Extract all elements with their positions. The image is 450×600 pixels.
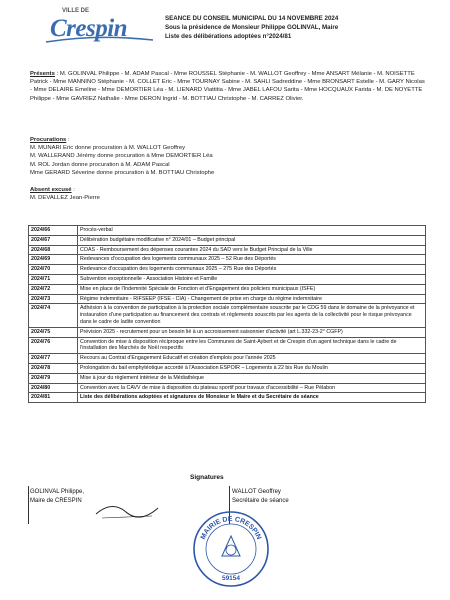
procurations-heading: Procurations bbox=[30, 137, 67, 143]
deliberation-title: Adhésion à la convention de participation à la protection sociale complémentaire souscrite par le CDG 59 dans le domaine de la prévoyance et instauration d'une participation au financement des contrats et règlements souscrits par les agents de la collectivité pour le risque prévoyance dans le cadre de ladite convention bbox=[78, 304, 426, 327]
deliberation-number: 2024/76 bbox=[29, 337, 78, 354]
presents-section: Présents : M. GOLINVAL Philippe - M. ADAM Pascal - Mme ROUSSEL Stéphanie - M. WALLOT Geoffrey - Mme ANSART Mélanie - M. NOISETTE Patrick - Mme MANNINO Stéphanie - M. COLLET Eric - Mme TOURNAY Sabine - M. SAHLI Sadreddine - Mme BRONSART Estelle - M. GARY Nicolas - Mme DELAIRE Emeline - Mme DEMORTIER Léa - M. LIENARD Viattitia - Mme JABEL LAFOU Sarita - Mme HOCQUAUX Farida - M. DE NOYETTE Philippe - Mme GAVRIEZ Nathalie - Mme DERON Ingrid - M. BOTTIAU Christophe - M. CARREZ Olivier. bbox=[30, 71, 425, 102]
deliberation-number: 2024/80 bbox=[29, 383, 78, 393]
table-row bbox=[29, 245, 426, 255]
secretary-name: WALLOT Geoffrey bbox=[232, 489, 281, 495]
procuration-item: M. MUNARI Eric donne procuration à M. WALLOT Geoffrey bbox=[30, 145, 186, 152]
deliberation-number: 2024/72 bbox=[29, 284, 78, 294]
deliberations-table bbox=[28, 225, 426, 403]
signatures-title: Signatures bbox=[190, 474, 224, 481]
table-row bbox=[29, 274, 426, 284]
document-header bbox=[165, 14, 445, 41]
logo-swoosh bbox=[38, 6, 158, 46]
deliberation-number: 2024/71 bbox=[29, 274, 78, 284]
deliberation-number: 2024/79 bbox=[29, 373, 78, 383]
deliberation-number: 2024/69 bbox=[29, 255, 78, 265]
deliberation-title: Prévision 2025 - recrutement pour un besoin lié à un accroissement saisonnier d'activité (art L.332-23-2° CGFP) bbox=[78, 327, 426, 337]
deliberation-title: Procès-verbal bbox=[78, 226, 426, 236]
deliberation-number: 2024/74 bbox=[29, 304, 78, 327]
deliberation-title: Convention de mise à disposition réciproque entre les Communes de Saint-Aybert et de Crespin d'un agent technique dans le cadre de l'installation des Marchés de Noël respectifs bbox=[78, 337, 426, 354]
deliberation-number: 2024/73 bbox=[29, 294, 78, 304]
deliberation-number: 2024/75 bbox=[29, 327, 78, 337]
deliberation-title: Mise en place de l'Indemnité Spéciale de Fonction et d'Engagement des policiers municipaux (ISFE) bbox=[78, 284, 426, 294]
table-row bbox=[29, 294, 426, 304]
deliberation-title: Régime indemnitaire - RIFSEEP (IFSE - CIA) - Changement de prise en charge du régime indemnitaire bbox=[78, 294, 426, 304]
deliberation-title: Recours au Contrat d'Engagement Educatif et création d'emplois pour l'année 2025 bbox=[78, 354, 426, 364]
session-title: SEANCE DU CONSEIL MUNICIPAL DU 14 NOVEMBRE 2024 bbox=[165, 15, 339, 22]
crespin-logo bbox=[38, 6, 158, 46]
procurations-section: Procurations : M. MUNARI Eric donne procuration à M. WALLOT Geoffrey M. WALLERAND Jérémy donne procuration à Mme DEMORTIER Léa M. ROL Jordan donne procuration à M. ADAM Pascal Mme GERARD Séverine donne procuration à M. BOTTIAU Christophe bbox=[30, 136, 425, 177]
table-row bbox=[29, 226, 426, 236]
session-subtitle: Sous la présidence de Monsieur Philippe GOLINVAL, Maire bbox=[165, 24, 339, 31]
deliberation-title: Délibération budgétaire modificative n° 2024/01 – Budget principal bbox=[78, 235, 426, 245]
logo-name: Crespin bbox=[50, 15, 128, 42]
secretary-signature-block bbox=[232, 488, 289, 505]
deliberation-title: Subvention exceptionnelle - Association Histoire et Famille bbox=[78, 274, 426, 284]
secretary-role: Secrétaire de séance bbox=[232, 497, 289, 504]
table-row bbox=[29, 393, 426, 403]
table-row bbox=[29, 255, 426, 265]
table-row bbox=[29, 265, 426, 275]
mayor-signature-block bbox=[30, 488, 84, 505]
procuration-item: M. ROL Jordan donne procuration à M. ADAM Pascal bbox=[30, 161, 170, 168]
deliberation-number: 2024/70 bbox=[29, 265, 78, 275]
deliberation-number: 2024/66 bbox=[29, 226, 78, 236]
deliberation-number: 2024/68 bbox=[29, 245, 78, 255]
left-signature-divider bbox=[28, 486, 29, 524]
absent-heading: Absent excusé bbox=[30, 187, 72, 193]
deliberation-title: Redevances d'occupation des logements communaux 2025 – 52 Rue des Déportés bbox=[78, 255, 426, 265]
procuration-item: Mme GERARD Séverine donne procuration à M. BOTTIAU Christophe bbox=[30, 169, 215, 176]
table-row bbox=[29, 383, 426, 393]
deliberation-number: 2024/81 bbox=[29, 393, 78, 403]
deliberation-number: 2024/67 bbox=[29, 235, 78, 245]
deliberation-number: 2024/78 bbox=[29, 363, 78, 373]
presents-heading: Présents bbox=[30, 71, 55, 77]
deliberation-title: Mise à jour du règlement intérieur de la Médiathèque bbox=[78, 373, 426, 383]
deliberation-title: Convention avec la CAVV de mise à disposition du plateau sportif pour travaux d'accessibilité – Rue Pélabon bbox=[78, 383, 426, 393]
absent-name: M. DEVALLEZ Jean-Pierre bbox=[30, 195, 100, 202]
stamp-postcode: 59154 bbox=[221, 575, 241, 582]
table-row bbox=[29, 284, 426, 294]
table-row bbox=[29, 373, 426, 383]
deliberation-number: 2024/77 bbox=[29, 354, 78, 364]
deliberations-list-title: Liste des délibérations adoptées n°2024/81 bbox=[165, 33, 292, 40]
mayor-handwritten-signature bbox=[92, 496, 162, 526]
deliberation-title: Liste des délibérations adoptées et signatures de Monsieur le Maire et du Secrétaire de séance bbox=[78, 393, 426, 403]
table-row bbox=[29, 235, 426, 245]
table-row bbox=[29, 354, 426, 364]
deliberation-title: COAS - Remboursement des dépenses courantes 2024 du SAD vers le Budget Principal de la Ville bbox=[78, 245, 426, 255]
table-row bbox=[29, 363, 426, 373]
logo-top-text: VILLE DE bbox=[62, 8, 90, 14]
table-row bbox=[29, 337, 426, 354]
table-row bbox=[29, 327, 426, 337]
mayor-role: Maire de CRESPIN bbox=[30, 497, 82, 504]
mayor-name: GOLINVAL Philippe, bbox=[30, 489, 85, 495]
procuration-item: M. WALLERAND Jérémy donne procuration à Mme DEMORTIER Léa bbox=[30, 153, 213, 160]
deliberation-title: Prolongation du bail emphytéotique accordé à l'Association ESPOIR – Logements à 22 bis Rue du Moulin bbox=[78, 363, 426, 373]
presents-list: M. GOLINVAL Philippe - M. ADAM Pascal - Mme ROUSSEL Stéphanie - M. WALLOT Geoffrey - Mme ANSART Mélanie - M. NOISETTE Patrick - Mme MANNINO Stéphanie - M. COLLET Eric - Mme TOURNAY Sabine - M. SAHLI Sadreddine - Mme BRONSART Estelle - M. GARY Nicolas - Mme DELAIRE Emeline - Mme DEMORTIER Léa - M. LIENARD Viattitia - Mme JABEL LAFOU Sarita - Mme HOCQUAUX Farida - M. DE NOYETTE Philippe - Mme GAVRIEZ Nathalie - Mme DERON Ingrid - M. BOTTIAU Christophe - M. CARREZ Olivier. bbox=[30, 71, 425, 102]
stamp-top-text: MAIRIE DE CRESPIN bbox=[199, 515, 263, 541]
deliberation-title: Redevance d'occupation des logements communaux 2025 – 275 Rue des Déportés bbox=[78, 265, 426, 275]
absent-section: Absent excusé : M. DEVALLEZ Jean-Pierre bbox=[30, 186, 425, 202]
table-row bbox=[29, 304, 426, 327]
town-hall-stamp bbox=[190, 508, 272, 590]
